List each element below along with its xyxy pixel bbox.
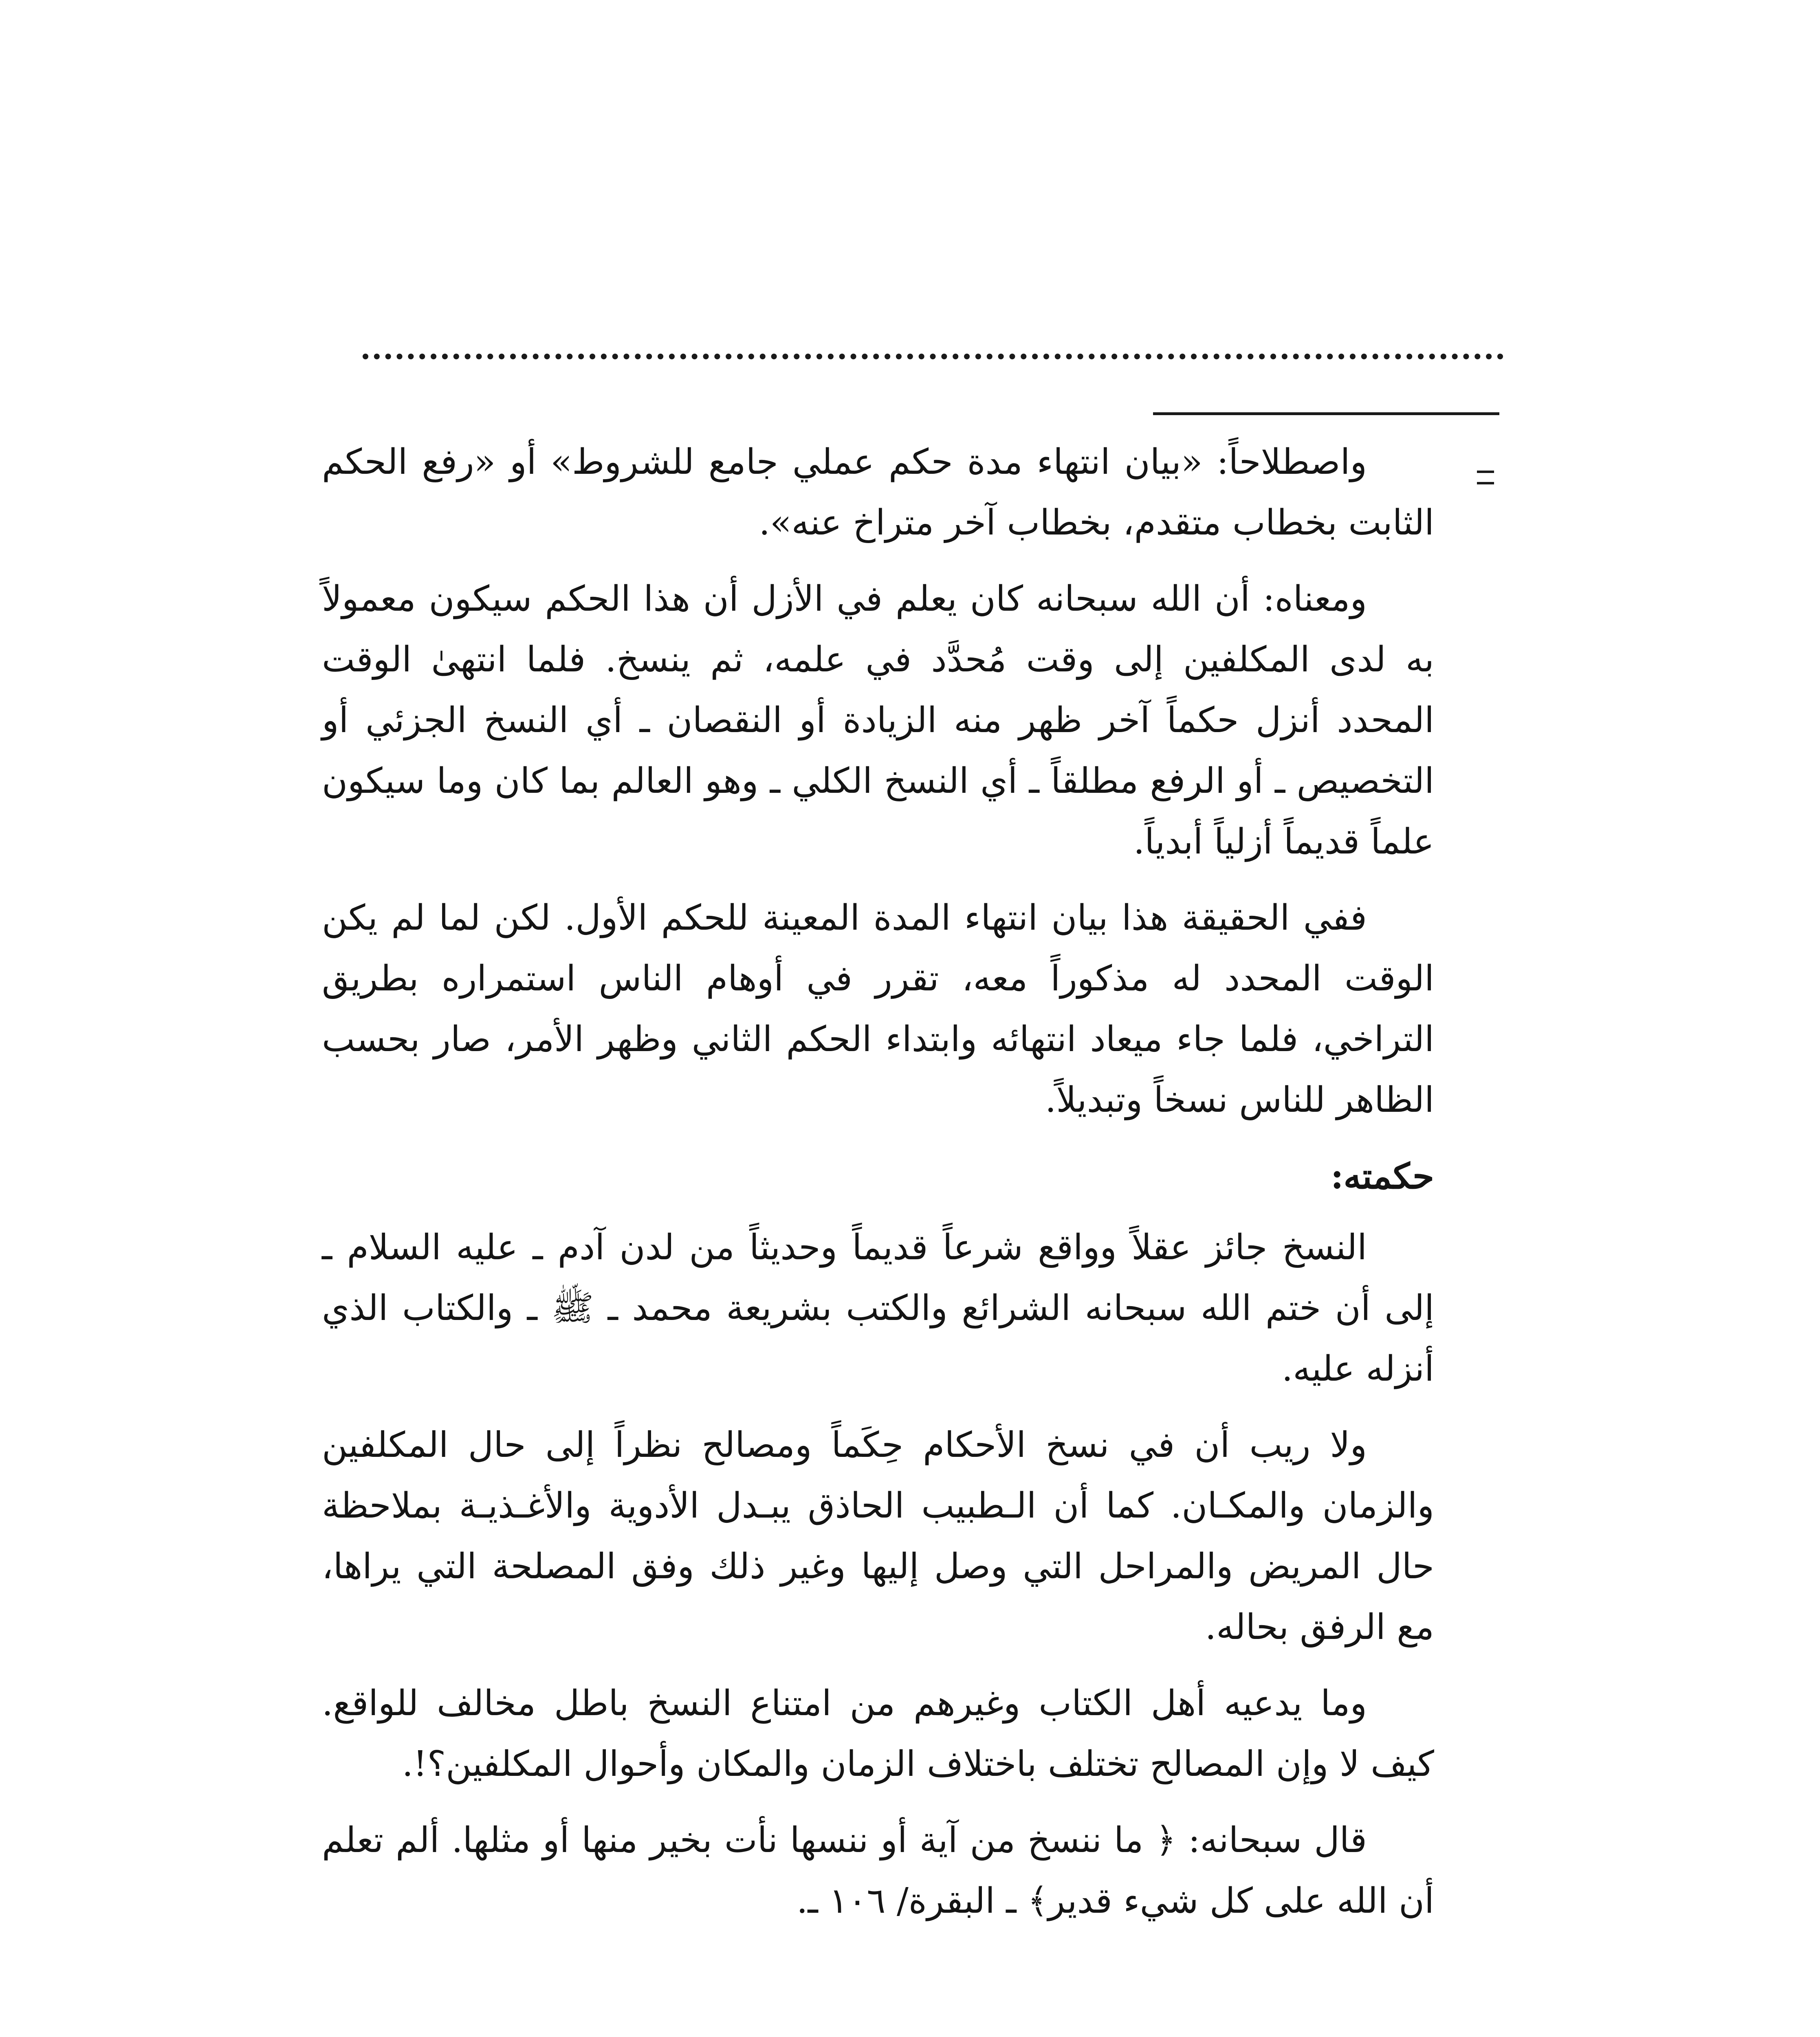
paragraph-permissibility: النسخ جائز عقلاً وواقع شرعاً قديماً وحديثاً من لدن آدم ـ عليه السلام ـ إلى أن ختم الله سبحانه الشرائع والكتب بشريعة محمد ـ ﷺ ـ والكتاب الذي أنزله عليه. (322, 1227, 1434, 1389)
paragraph-refutation: وما يدعيه أهل الكتاب وغيرهم من امتناع النسخ باطل مخالف للواقع. كيف لا وإن المصالح تختلف باختلاف الزمان والمكان وأحوال المكلفين؟!. (322, 1683, 1434, 1784)
page-body (322, 432, 1434, 1947)
section-heading: حكمته: (1330, 1156, 1434, 1197)
dotted-separator (363, 354, 1503, 359)
footnote-rule (1153, 412, 1499, 415)
paragraph-quran-verse: قال سبحانه: ﴿ ما ننسخ من آية أو ننسها نأت بخير منها أو مثلها. ألم تعلم أن الله على كل شيء قدير﴾ ـ البقرة/ ١٠٦ ـ. (322, 1820, 1434, 1921)
paragraph-definition: واصطلاحاً: «بيان انتهاء مدة حكم عملي جامع للشروط» أو «رفع الحكم الثابت بخطاب متقدم، بخطاب آخر متراخ عنه». (322, 442, 1434, 543)
paragraph-meaning: ومعناه: أن الله سبحانه كان يعلم في الأزل أن هذا الحكم سيكون معمولاً به لدى المكلفين إلى وقت مُحدَّد في علمه، ثم ينسخ. فلما انتهىٰ الوقت المحدد أنزل حكماً آخر ظهر منه الزيادة أو النقصان ـ أي النسخ الجزئي أو التخصيص ـ أو الرفع مطلقاً ـ أي النسخ الكلي ـ وهو العالم بما كان وما سيكون علماً قديماً أزلياً أبدياً. (322, 579, 1434, 862)
paragraph-wisdom: ولا ريب أن في نسخ الأحكام حِكَماً ومصالح نظراً إلى حال المكلفين والزمان والمكـان. كما أن الـطبيب الحاذق يبـدل الأدوية والأغـذيـة بملاحظة حال المريض والمراحل التي وصل إليها وغير ذلك وفق المصلحة التي يراها، مع الرفق بحاله. (322, 1425, 1434, 1648)
paragraph-reality: ففي الحقيقة هذا بيان انتهاء المدة المعينة للحكم الأول. لكن لما لم يكن الوقت المحدد له مذكوراً معه، تقرر في أوهام الناس استمراره بطريق التراخي، فلما جاء ميعاد انتهائه وابتداء الحكم الثاني وظهر الأمر، صار بحسب الظاهر للناس نسخاً وتبديلاً. (322, 898, 1434, 1120)
continuation-mark-top (1477, 471, 1494, 484)
